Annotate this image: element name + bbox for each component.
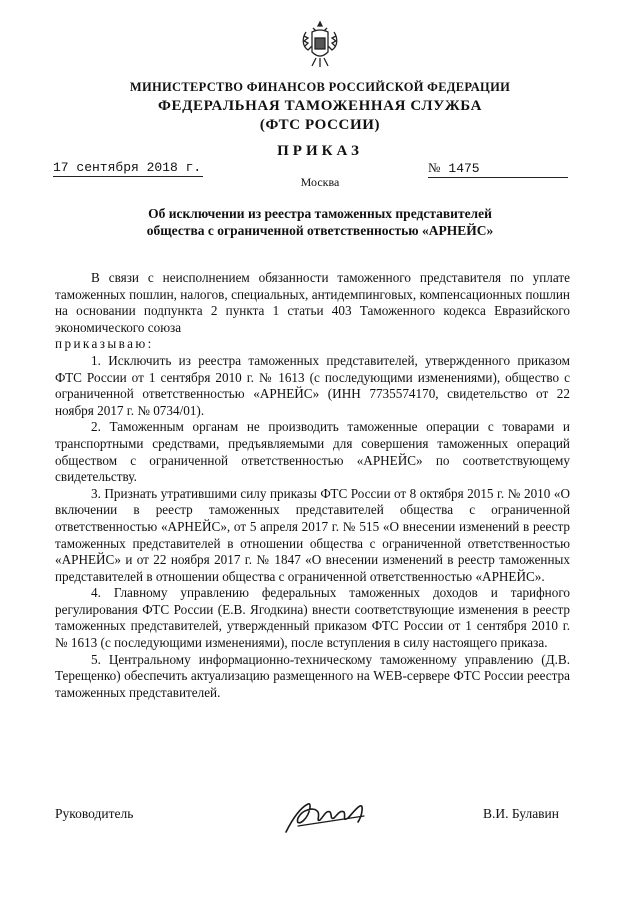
document-body: [55, 270, 570, 701]
clause-3: 3. Признать утратившими силу приказы ФТС России от 8 октября 2015 г. № 2010 «О включении в реестр таможенных представителей общества с ограниченной ответственностью «АРНЕЙС», от 5 апреля 2017 г. № 515 «О внесении изменений в реестр таможенных представителей в отношении общества с ограниченной ответственностью «АРНЕЙС» и от 22 ноября 2017 г. № 1847 «О внесении изменений в реестр таможенных представителей в отношении общества с ограниченной ответственностью «АРНЕЙС».: [55, 485, 570, 584]
intro-paragraph: В связи с неисполнением обязанности таможенного представителя по уплате таможенных пошлин, налогов, специальных, антидемпинговых, компенсационных пошлин на основании подпункта 2 пункта 1 статьи 403 Таможенного кодекса Евразийского экономического союза: [55, 270, 570, 335]
order-keyword: приказываю:: [55, 336, 154, 352]
clause-5: 5. Центральному информационно-техническому таможенному управлению (Д.В. Терещенко) обеспечить актуализацию размещенного на WEB-сервере ФТС России реестра таможенных представителей.: [55, 651, 570, 700]
number-sign: №: [428, 160, 441, 175]
clause-4: 4. Главному управлению федеральных таможенных доходов и тарифного регулирования ФТС России (Е.В. Ягодкина) внести соответствующие изменения в реестр таможенных представителей, утвержденный приказом ФТС России от 1 сентября 2010 г. № 1613 (с последующими изменениями), после вступления в силу настоящего приказа.: [55, 585, 570, 651]
service-name: ФЕДЕРАЛЬНАЯ ТАМОЖЕННАЯ СЛУЖБА: [157, 98, 483, 114]
signer-role: Руководитель: [55, 806, 134, 821]
document-date: 17 сентября 2018 г.: [53, 160, 202, 175]
title-line-2: общества с ограниченной ответственностью «АРНЕЙС»: [146, 223, 494, 238]
clause-2: 2. Таможенным органам не производить таможенные операции с товарами и транспортными средствами, предъявляемыми для совершения таможенных операций обществом с ограниченной ответственностью «АРНЕЙС» по соответствующему свидетельству.: [55, 419, 570, 485]
document-city: Москва: [300, 175, 340, 189]
clause-1: 1. Исключить из реестра таможенных представителей, утвержденного приказом ФТС России от 1 сентября 2010 г. № 1613 (с последующими изменениями), общество с ограниченной ответственностью «АРНЕЙС» (ИНН 7735574170, свидетельство от 22 ноября 2017 г. № 0734/01).: [55, 352, 570, 418]
title-line-1: Об исключении из реестра таможенных представителей: [148, 206, 492, 221]
russian-coat-of-arms-icon: [298, 18, 342, 70]
document-number: 1475: [448, 161, 480, 176]
ministry-name: МИНИСТЕРСТВО ФИНАНСОВ РОССИЙСКОЙ ФЕДЕРАЦИИ: [129, 80, 511, 94]
handwritten-signature-icon: [278, 790, 378, 840]
document-title: [0, 205, 640, 239]
signer-name: В.И. Булавин: [483, 806, 560, 821]
service-abbreviation: (ФТС РОССИИ): [259, 117, 381, 133]
document-type: ПРИКАЗ: [277, 143, 363, 159]
